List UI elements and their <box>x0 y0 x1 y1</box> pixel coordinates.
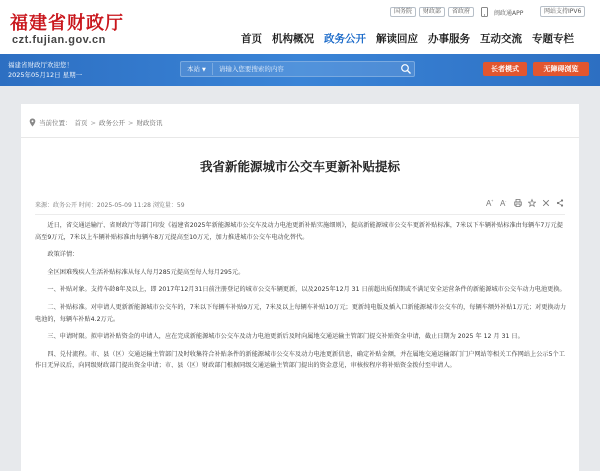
article-paragraph: 三、申请时限。拟申请补贴资金的申请人，应在完成新能源城市公交车及动力电池更新后及时向属地交通运输主管部门提交补贴资金申请，截止日期为 2025 年 12 月 31 日。 <box>47 333 524 341</box>
breadcrumb-label: 当前位置： <box>39 119 72 127</box>
breadcrumb-gov-affairs[interactable]: 政务公开 <box>98 119 125 127</box>
article-paragraph: 一、补贴对象。支持车龄8年及以上，即 2017年12月31日前注册登记的城市公交车辆更新，以及2025年12月 31 日前超出质保期或不满足安全运营条件的新能源城市公交车动力电池更换。 <box>47 286 566 294</box>
breadcrumb-separator: > <box>127 118 134 127</box>
nav-gov-affairs[interactable]: 政务公开 <box>324 33 366 45</box>
breadcrumb-finance-news[interactable]: 财政资讯 <box>136 119 163 127</box>
elder-mode-button[interactable]: 长者模式 <box>483 62 527 76</box>
link-state-council[interactable]: 国务院 <box>390 7 416 17</box>
share-icon[interactable] <box>556 198 564 208</box>
font-increase-icon[interactable] <box>486 198 494 208</box>
article-title: 我省新能源城市公交车更新补贴提标 <box>199 159 400 174</box>
svg-text:-: - <box>505 198 507 203</box>
breadcrumb-separator: > <box>90 118 96 127</box>
site-title[interactable]: 福建省财政厅 <box>10 13 124 34</box>
search-scope-label: 本站 <box>187 65 200 73</box>
current-date: 2025年05月12日 星期一 <box>8 71 83 79</box>
location-icon <box>29 118 36 127</box>
article-tools <box>486 198 564 208</box>
nav-interaction[interactable]: 互动交流 <box>480 33 522 45</box>
accessibility-button[interactable]: 无障碍浏览 <box>533 62 589 76</box>
article-paragraph: 近日，省交通运输厅、省财政厅等部门印发《福建省2025年新能源城市公交车及动力电池更新补贴实施细则》，提高新能源城市公交车更新补贴标准，7米以下车辆补贴标准由每辆车7万元提高至9万元，7米以上车辆补贴标准由每辆车8万元提高至10万元，加力推进城市公交车电动化替代。 <box>35 222 563 241</box>
nav-home[interactable]: 首页 <box>241 33 262 45</box>
article-paragraph: 二、补贴标准。对申请人更新新能源城市公交车的，7米以下每辆车补贴9万元，7米及以上每辆车补贴10万元；更新纯电版及插入口新能源城市公交车的，每辆车额外补贴1万元；对更换动力电池的，每辆车补贴4.2万元。 <box>35 303 567 323</box>
main-nav <box>236 31 579 47</box>
article-paragraph: 政策详情： <box>47 251 79 259</box>
welcome-text: 福建省财政厅欢迎您！ <box>8 61 73 69</box>
font-decrease-icon[interactable] <box>500 198 508 208</box>
link-provincial-gov[interactable]: 省政府 <box>448 7 474 17</box>
phone-icon <box>481 7 488 17</box>
site-header <box>0 0 600 54</box>
divider <box>35 214 565 215</box>
article-container <box>21 104 579 471</box>
article-meta: 来源：政务公开 时间：2025-05-09 11:28 浏览量：59 <box>35 202 185 209</box>
ipv6-badge: 网站支持IPV6 <box>540 6 585 17</box>
svg-text:+: + <box>491 198 494 203</box>
search-icon[interactable] <box>400 63 412 75</box>
nav-interpretation[interactable]: 解读回应 <box>376 33 418 45</box>
search-scope-select[interactable] <box>181 63 213 75</box>
svg-text:A: A <box>486 199 492 208</box>
chevron-down-icon: ▼ <box>202 67 206 73</box>
article-paragraph: 四、兑付流程。市、县（区）交通运输主管部门及时收集符合补贴条件的新能源城市公交车及动力电池更新信息，确定补贴金额，并在属地交通运输部门门户网站等相关工作网站上公示5个工作日无异议后，向同级财政部门提出资金申请；市、县（区）财政部门根据同级交通运输主管部门提出的资金意见，审核按程序将补贴资金拨付至申请人。 <box>35 350 565 370</box>
app-link[interactable]: 闽政通APP <box>494 9 524 17</box>
search-box <box>180 61 415 77</box>
welcome-block <box>8 60 82 80</box>
article-body <box>35 220 567 378</box>
close-icon[interactable] <box>542 198 550 208</box>
divider <box>21 137 579 138</box>
star-icon[interactable] <box>528 198 536 208</box>
link-ministry-finance[interactable]: 财政部 <box>419 7 445 17</box>
top-links <box>390 6 523 18</box>
search-input[interactable]: 请输入您要搜索的内容 <box>218 65 284 73</box>
print-icon[interactable] <box>514 198 522 208</box>
breadcrumb <box>29 118 162 127</box>
article-paragraph: 全区困难残疾人生活补贴标准从每人每月285元提高至每人每月295元。 <box>47 268 245 276</box>
nav-special-topics[interactable]: 专题专栏 <box>532 33 574 45</box>
breadcrumb-home[interactable]: 首页 <box>74 119 88 127</box>
svg-text:A: A <box>500 199 506 208</box>
nav-organization[interactable]: 机构概况 <box>272 33 314 45</box>
site-url: czt.fujian.gov.cn <box>12 34 106 46</box>
nav-services[interactable]: 办事服务 <box>428 33 470 45</box>
